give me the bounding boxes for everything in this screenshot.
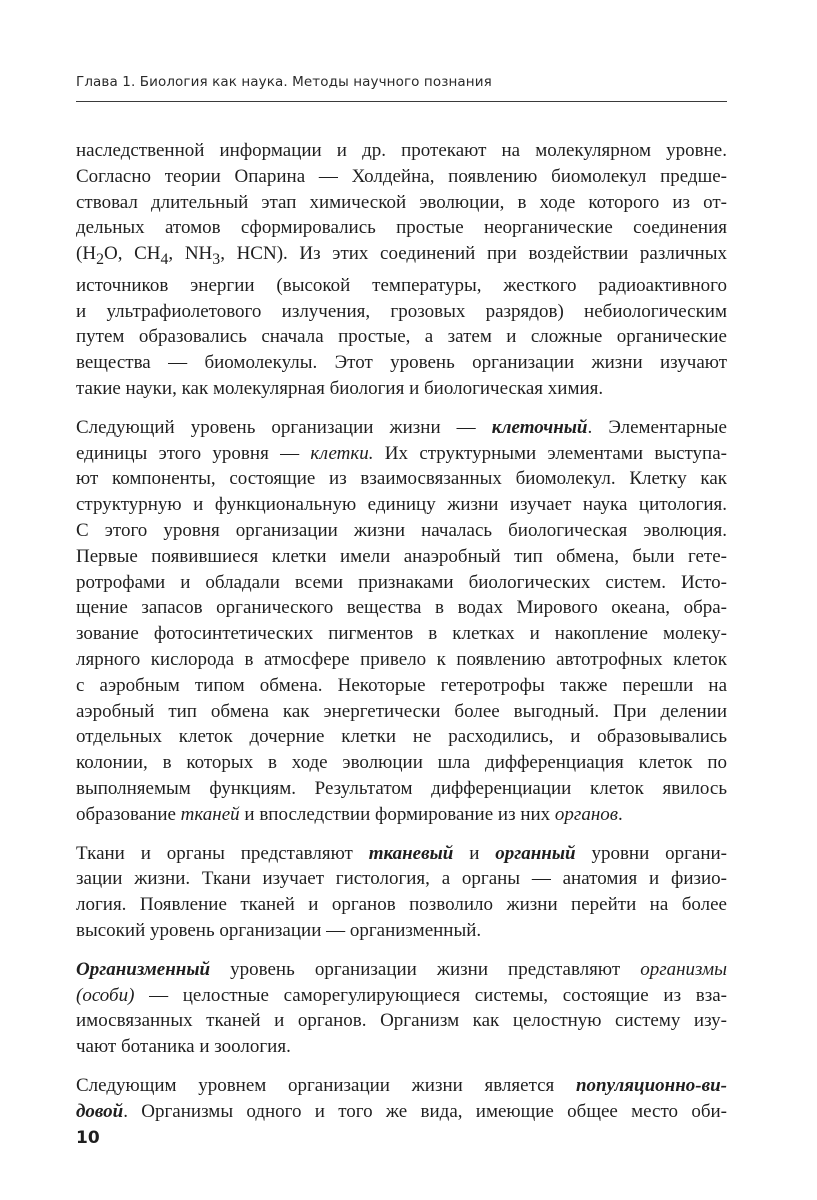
term-italic: (особи) <box>76 984 135 1006</box>
text-line: вещества — биомолекулы. Этот уровень организации жизни изучают <box>76 352 727 374</box>
text-line: выполняемым функциям. Результатом дифференциации клеток явилось <box>76 777 727 799</box>
text-line: наследственной информации и др. протекают на молекулярном уровне. <box>76 140 727 161</box>
term-emphasis: популяционно-ви- <box>575 1074 727 1096</box>
paragraph <box>76 138 727 402</box>
term-italic: клетки. <box>310 442 374 464</box>
subscript: 4 <box>160 250 169 268</box>
text-line: зации жизни. Ткани изучает гистология, а органы — анатомия и физио- <box>76 868 727 890</box>
text-line: отдельных клеток дочерние клетки не расходились, и образовывались <box>76 726 727 748</box>
text-line: лярного кислорода в атмосфере привело к появлению автотрофных клеток <box>76 648 727 670</box>
text-line: зование фотосинтетических пигментов в клетках и накопление молеку- <box>76 623 727 645</box>
header-divider <box>76 101 727 102</box>
text-line: щение запасов органического вещества в водах Мирового океана, обра- <box>76 597 727 619</box>
text-line: высокий уровень организации — организменный. <box>76 919 482 941</box>
term-italic: органов <box>554 803 619 825</box>
text-line: Организменный уровень организации жизни представляют организмы <box>76 958 727 980</box>
text-line: дельных атомов сформировались простые неорганические соединения <box>76 217 727 239</box>
text-line: Ткани и органы представляют тканевый и органный уровни органи- <box>76 842 727 864</box>
text-line: единицы этого уровня — клетки. Их структурными элементами выступа- <box>76 442 727 464</box>
text-line: Согласно теории Опарина — Холдейна, появлению биомолекул предше- <box>76 165 727 187</box>
text-line: ствовал длительный этап химической эволюции, в ходе которого из от- <box>76 191 727 213</box>
text-line: источников энергии (высокой температуры, жесткого радиоактивного <box>76 274 727 296</box>
text-line: С этого уровня организации жизни началась биологическая эволюция. <box>76 519 727 541</box>
text-line: с аэробным типом обмена. Некоторые гетеротрофы также перешли на <box>76 674 727 696</box>
page-number: 10 <box>76 1128 100 1148</box>
text-line: путем образовались сначала простые, а затем и сложные органические <box>76 326 727 348</box>
text-line: образование тканей и впоследствии формирование из них органов. <box>76 803 623 825</box>
term-italic: организмы <box>640 958 727 980</box>
term-emphasis: органный <box>495 842 576 864</box>
text-line: имосвязанных тканей и органов. Организм как целостную систему изу- <box>76 1010 727 1032</box>
text-line: (особи) — целостные саморегулирующиеся системы, состоящие из вза- <box>76 984 727 1006</box>
text-line: Следующим уровнем организации жизни является популяционно-ви- <box>76 1074 727 1096</box>
paragraph <box>76 841 727 944</box>
subscript: 2 <box>96 250 104 268</box>
paragraph <box>76 415 727 828</box>
text-line: структурную и функциональную единицу жизни изучает наука цитология. <box>76 494 727 516</box>
text-line: Первые появившиеся клетки имели анаэробный тип обмена, были гете- <box>76 545 727 567</box>
text-line: аэробный тип обмена как энергетически более выгодный. При делении <box>76 700 727 722</box>
term-emphasis: довой <box>76 1100 124 1122</box>
text-line: ($H_2O$, $CH_4$, $NH_3$, HCN). Из этих соединений при воздействии различных <box>76 243 727 268</box>
running-header: Глава 1. Биология как наука. Методы научного познания <box>76 74 492 90</box>
text-line: логия. Появление тканей и органов позволило жизни перейти на более <box>76 894 727 916</box>
text-line: ют компоненты, состоящие из взаимосвязанных биомолекул. Клетку как <box>76 468 727 490</box>
term-emphasis: тканевый <box>368 842 454 864</box>
text-line: такие науки, как молекулярная биология и биологическая химия. <box>76 377 604 399</box>
text-line: колонии, в которых в ходе эволюции шла дифференциация клеток по <box>76 752 727 774</box>
text-line: ротрофами и обладали всеми признаками биологических систем. Исто- <box>76 571 727 593</box>
text-line: чают ботаника и зоология. <box>76 1036 291 1058</box>
text-line: Следующий уровень организации жизни — клеточный. Элементарные <box>76 416 727 438</box>
subscript: 3 <box>212 250 221 268</box>
text-line: и ультрафиолетового излучения, грозовых разрядов) небиологическим <box>76 300 727 322</box>
paragraph <box>76 1073 727 1125</box>
term-emphasis: Организменный <box>76 958 211 980</box>
paragraph <box>76 957 727 1060</box>
text-line: довой. Организмы одного и того же вида, имеющие общее место оби- <box>76 1100 727 1122</box>
term-italic: тканей <box>180 803 240 825</box>
page-body <box>76 138 727 1124</box>
term-emphasis: клеточный <box>491 416 588 438</box>
